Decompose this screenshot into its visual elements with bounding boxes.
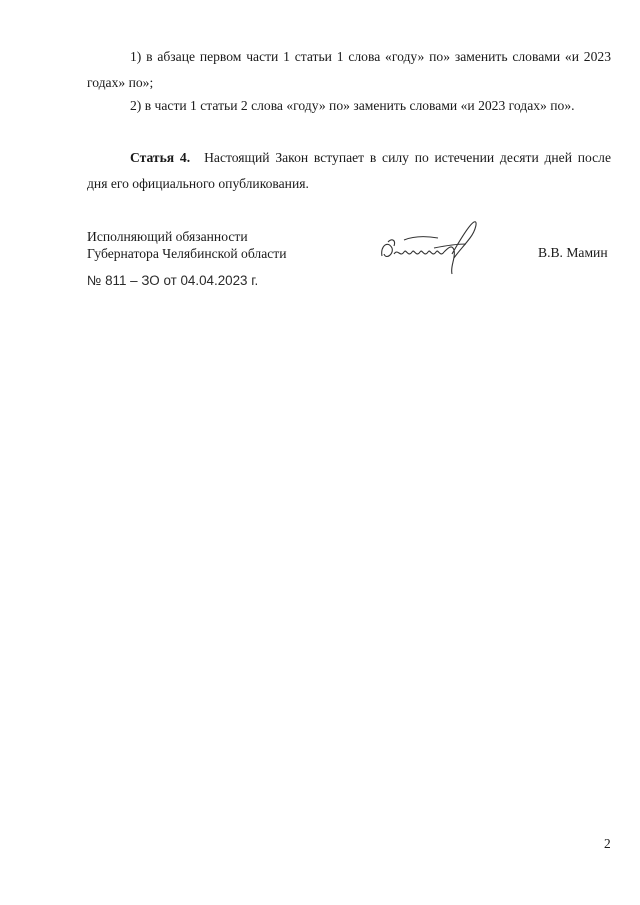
handwritten-signature: [374, 218, 484, 278]
position-line-2: Губернатора Челябинской области: [87, 246, 287, 261]
amendment-item-2: 2) в части 1 статьи 2 слова «году» по» заменить словами «и 2023 годах» по».: [130, 98, 575, 113]
signatory-name: В.В. Мамин: [538, 245, 608, 260]
number-prefix: №: [87, 273, 102, 288]
position-line-1: Исполняющий обязанности: [87, 229, 248, 244]
signatory-position: [87, 228, 287, 262]
law-number-line: [87, 272, 258, 290]
page-number: 2: [604, 836, 611, 851]
amendment-item-1: 1) в абзаце первом части 1 статьи 1 слова «году» по» заменить словами «и 2023 годах» по»;: [87, 49, 611, 90]
law-date: 04.04.2023 г.: [180, 273, 259, 288]
article-text: Настоящий Закон вступает в силу по истечении десяти дней после дня его официального опубликования.: [87, 150, 611, 191]
date-prefix: от: [163, 273, 177, 288]
law-number: 811 – ЗО: [105, 273, 160, 288]
article-4: [87, 145, 611, 197]
article-label: Статья 4.: [130, 150, 191, 165]
